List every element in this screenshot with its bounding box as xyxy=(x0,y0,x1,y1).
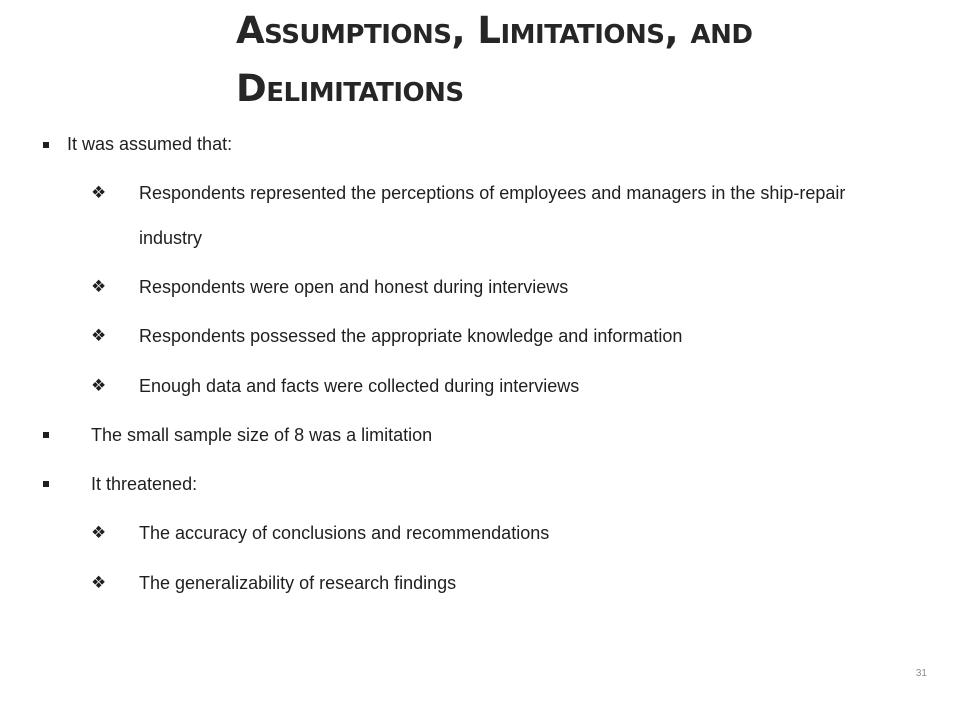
sub-bullet-item: Respondents possessed the appropriate knowledge and information xyxy=(139,326,683,346)
page-number: 31 xyxy=(915,668,927,679)
sub-bullet-item: The accuracy of conclusions and recommendations xyxy=(139,523,550,543)
slide-title: Assumptions, Limitations, and Delimitations xyxy=(236,9,753,110)
square-bullet-icon xyxy=(43,432,49,438)
diamond-bullet-icon: ❖ xyxy=(91,573,107,593)
square-bullet-icon xyxy=(43,481,49,487)
sub-bullet-item: Respondents represented the perceptions of employees and managers in the ship-repair industry xyxy=(139,183,846,248)
sub-bullet-item: Enough data and facts were collected during interviews xyxy=(139,376,580,396)
diamond-bullet-icon: ❖ xyxy=(91,376,107,396)
diamond-bullet-icon: ❖ xyxy=(91,523,107,543)
diamond-bullet-icon: ❖ xyxy=(91,277,107,297)
sub-bullet-item: Respondents were open and honest during interviews xyxy=(139,277,569,297)
diamond-bullet-icon: ❖ xyxy=(91,326,107,346)
square-bullet-icon xyxy=(43,142,49,148)
bullet-item: It threatened: xyxy=(91,474,198,494)
sub-bullet-item: The generalizability of research findings xyxy=(139,573,457,593)
bullet-item: The small sample size of 8 was a limitation xyxy=(91,425,433,445)
diamond-bullet-icon: ❖ xyxy=(91,183,107,203)
bullet-item: It was assumed that: xyxy=(67,134,233,154)
